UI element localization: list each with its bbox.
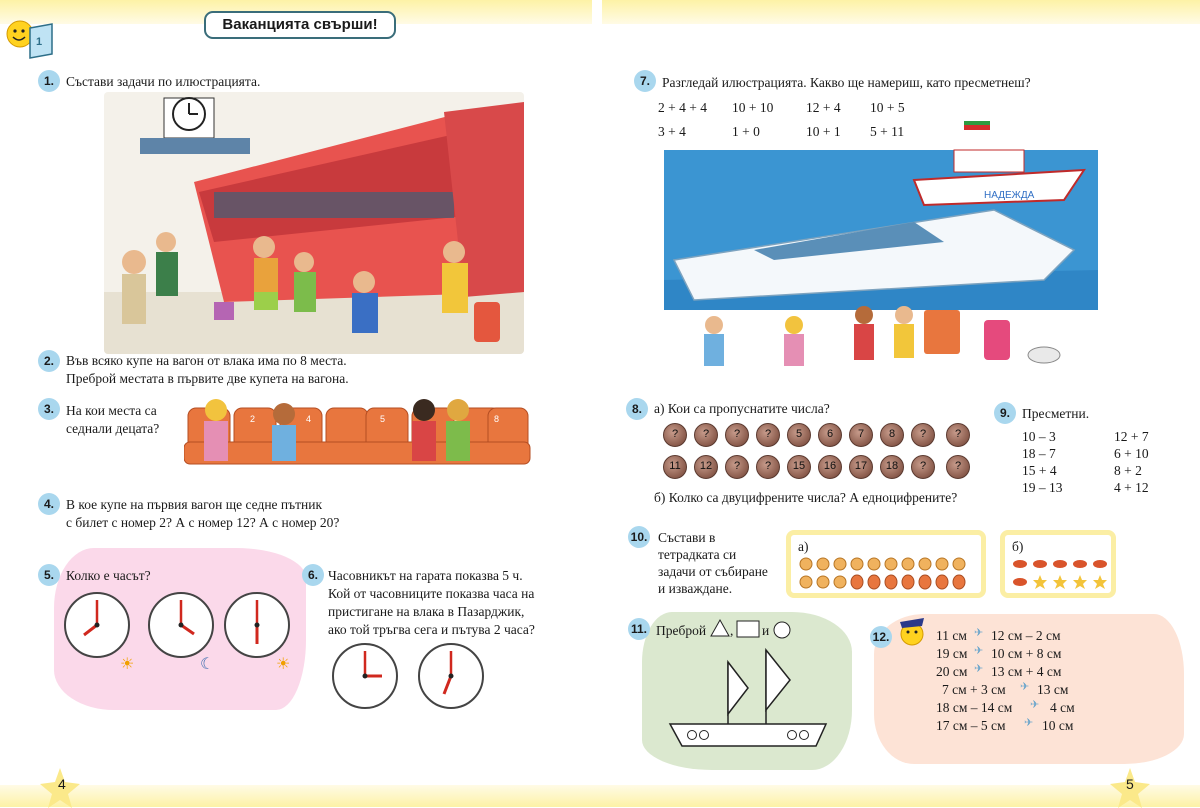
harbor-illustration bbox=[664, 110, 1098, 380]
task-10-line-3: задачи от събиране bbox=[658, 564, 768, 579]
task-1-number: 1. bbox=[38, 70, 60, 92]
seat-number-4: 4 bbox=[306, 414, 312, 424]
task-12-right: 13 см + 4 см bbox=[991, 664, 1062, 679]
task-12-left: 19 см bbox=[936, 646, 968, 661]
seagull-icon: ✈ bbox=[974, 663, 984, 675]
clock-1 bbox=[62, 590, 132, 660]
task-7-expr: 10 + 10 bbox=[732, 100, 774, 115]
page-number-right: 5 bbox=[1126, 776, 1134, 792]
number-coin: ? bbox=[725, 455, 749, 479]
seagull-icon: ✈ bbox=[974, 645, 984, 657]
number-coin: 16 bbox=[818, 455, 842, 479]
seagull-icon: ✈ bbox=[1030, 699, 1040, 711]
task-10-a-label: а) bbox=[798, 539, 809, 554]
number-coin: ? bbox=[946, 423, 970, 447]
task-6-line-4: ако той тръгва сега и пътува 2 часа? bbox=[328, 622, 535, 637]
task-6-line-1: Часовникът на гарата показва 5 ч. bbox=[328, 568, 523, 583]
number-coin: ? bbox=[946, 455, 970, 479]
task-12-left: 20 см bbox=[936, 664, 968, 679]
task-11-number: 11. bbox=[628, 618, 650, 640]
task-2-line-1: Във всяко купе на вагон от влака има по 8 места. bbox=[66, 353, 347, 368]
number-coin: ? bbox=[725, 423, 749, 447]
clock-4 bbox=[330, 641, 400, 711]
task-12-number: 12. bbox=[870, 626, 892, 648]
task-7-number: 7. bbox=[634, 70, 656, 92]
task-5-text: Колко е часът? bbox=[66, 568, 151, 583]
task-2-number: 2. bbox=[38, 350, 60, 372]
seat-number-2: 2 bbox=[250, 414, 256, 424]
task-6-line-3: пристигане на влака в Пазарджик, bbox=[328, 604, 525, 619]
top-band bbox=[0, 0, 1200, 24]
number-coin: ? bbox=[756, 423, 780, 447]
smiley-book-icon bbox=[4, 14, 56, 60]
task-3-number: 3. bbox=[38, 398, 60, 420]
number-coin: 5 bbox=[787, 423, 811, 447]
crabs-stars-picture bbox=[1012, 556, 1112, 590]
number-coin: ? bbox=[756, 455, 780, 479]
seagull-icon: ✈ bbox=[974, 627, 984, 639]
number-coin: 12 bbox=[694, 455, 718, 479]
number-coin: 15 bbox=[787, 455, 811, 479]
task-9-expr: 8 + 2 bbox=[1114, 463, 1142, 478]
task-8-number: 8. bbox=[626, 398, 648, 420]
task-7-expr: 1 + 0 bbox=[732, 124, 760, 139]
clock-5 bbox=[416, 641, 486, 711]
task-4-number: 4. bbox=[38, 493, 60, 515]
task-9-expr: 6 + 10 bbox=[1114, 446, 1149, 461]
sun-icon: ☀ bbox=[276, 656, 291, 673]
circle-icon bbox=[772, 620, 792, 640]
number-coin: ? bbox=[694, 423, 718, 447]
task-10-b-label: б) bbox=[1012, 539, 1024, 554]
task-9-expr: 19 – 13 bbox=[1022, 480, 1063, 495]
moon-icon: ☾ bbox=[200, 656, 215, 673]
number-coin: ? bbox=[663, 423, 687, 447]
task-6-line-2: Кой от часовниците показва часа на bbox=[328, 586, 535, 601]
page-number-left: 4 bbox=[58, 776, 66, 792]
task-12-left: 17 см – 5 см bbox=[936, 718, 1006, 733]
task-7-expr: 2 + 4 + 4 bbox=[658, 100, 707, 115]
seats-illustration bbox=[184, 394, 534, 492]
task-4-line-1: В кое купе на първия вагон ще седне пътник bbox=[66, 497, 323, 512]
task-9-expr: 15 + 4 bbox=[1022, 463, 1057, 478]
task-5-number: 5. bbox=[38, 564, 60, 586]
number-coin: ? bbox=[911, 455, 935, 479]
task-9-expr: 12 + 7 bbox=[1114, 429, 1149, 444]
task-9-expr: 18 – 7 bbox=[1022, 446, 1056, 461]
task-10-line-2: тетрадката си bbox=[658, 547, 737, 562]
triangle-icon bbox=[710, 618, 730, 638]
task-9-number: 9. bbox=[994, 402, 1016, 424]
number-coin: 18 bbox=[880, 455, 904, 479]
seagull-icon: ✈ bbox=[1020, 681, 1030, 693]
task-7-expr: 3 + 4 bbox=[658, 124, 686, 139]
task-11-text: Преброй bbox=[656, 623, 707, 638]
mascot-icon bbox=[892, 614, 932, 648]
task-12-left: 11 см bbox=[936, 628, 967, 643]
task-3-line-2: седнали децата? bbox=[66, 421, 160, 436]
clock-2 bbox=[146, 590, 216, 660]
rectangle-icon bbox=[736, 620, 760, 638]
page-title: Ваканцията свърши! bbox=[204, 11, 396, 39]
task-1-text: Състави задачи по илюстрацията. bbox=[66, 74, 261, 89]
task-10-number: 10. bbox=[628, 526, 650, 548]
task-8-b-text: б) Колко са двуцифрените числа? А едноцифрените? bbox=[654, 490, 958, 505]
number-coin: 11 bbox=[663, 455, 687, 479]
task-12-left: 7 см + 3 см bbox=[942, 682, 1006, 697]
task-7-expr: 12 + 4 bbox=[806, 100, 841, 115]
number-coin: 17 bbox=[849, 455, 873, 479]
number-coin: 7 bbox=[849, 423, 873, 447]
sailboat-shapes bbox=[666, 640, 836, 752]
task-12-right: 10 см bbox=[1042, 718, 1074, 733]
task-6-number: 6. bbox=[302, 564, 324, 586]
task-2-line-2: Преброй местата в първите две купета на вагона. bbox=[66, 371, 349, 386]
task-10-line-1: Състави в bbox=[658, 530, 716, 545]
clock-3 bbox=[222, 590, 292, 660]
task-9-expr: 4 + 12 bbox=[1114, 480, 1149, 495]
seat-number-5: 5 bbox=[380, 414, 386, 424]
number-coin: 6 bbox=[818, 423, 842, 447]
task-8-a-text: а) Кои са пропуснатите числа? bbox=[654, 401, 830, 416]
task-4-line-2: с билет с номер 2? А с номер 12? А с номер 20? bbox=[66, 515, 340, 530]
seat-number-8: 8 bbox=[494, 414, 500, 424]
task-12-left: 18 см – 14 см bbox=[936, 700, 1013, 715]
number-coin: ? bbox=[911, 423, 935, 447]
task-11-and: и bbox=[762, 623, 770, 638]
sun-icon: ☀ bbox=[120, 656, 135, 673]
task-7-text: Разгледай илюстрацията. Какво ще намериш, като пресметнеш? bbox=[662, 75, 1031, 90]
shells-picture bbox=[798, 556, 978, 590]
comma: , bbox=[730, 623, 734, 638]
task-10-line-4: и изваждане. bbox=[658, 581, 733, 596]
number-coin: 8 bbox=[880, 423, 904, 447]
task-9-text: Пресметни. bbox=[1022, 406, 1090, 421]
task-12-right: 13 см bbox=[1037, 682, 1069, 697]
seagull-icon: ✈ bbox=[1024, 717, 1034, 729]
ship-name: НАДЕЖДА bbox=[984, 190, 1035, 201]
task-9-expr: 10 – 3 bbox=[1022, 429, 1056, 444]
task-7-expr: 5 + 11 bbox=[870, 124, 905, 139]
task-7-expr: 10 + 5 bbox=[870, 100, 905, 115]
train-station-illustration bbox=[104, 92, 524, 354]
task-12-right: 10 см + 8 см bbox=[991, 646, 1062, 661]
book-badge-number: 1 bbox=[36, 36, 43, 48]
task-12-right: 12 см – 2 см bbox=[991, 628, 1061, 643]
task-7-expr: 10 + 1 bbox=[806, 124, 841, 139]
task-3-line-1: На кои места са bbox=[66, 403, 157, 418]
bottom-band bbox=[0, 785, 1200, 807]
task-12-right: 4 см bbox=[1050, 700, 1075, 715]
